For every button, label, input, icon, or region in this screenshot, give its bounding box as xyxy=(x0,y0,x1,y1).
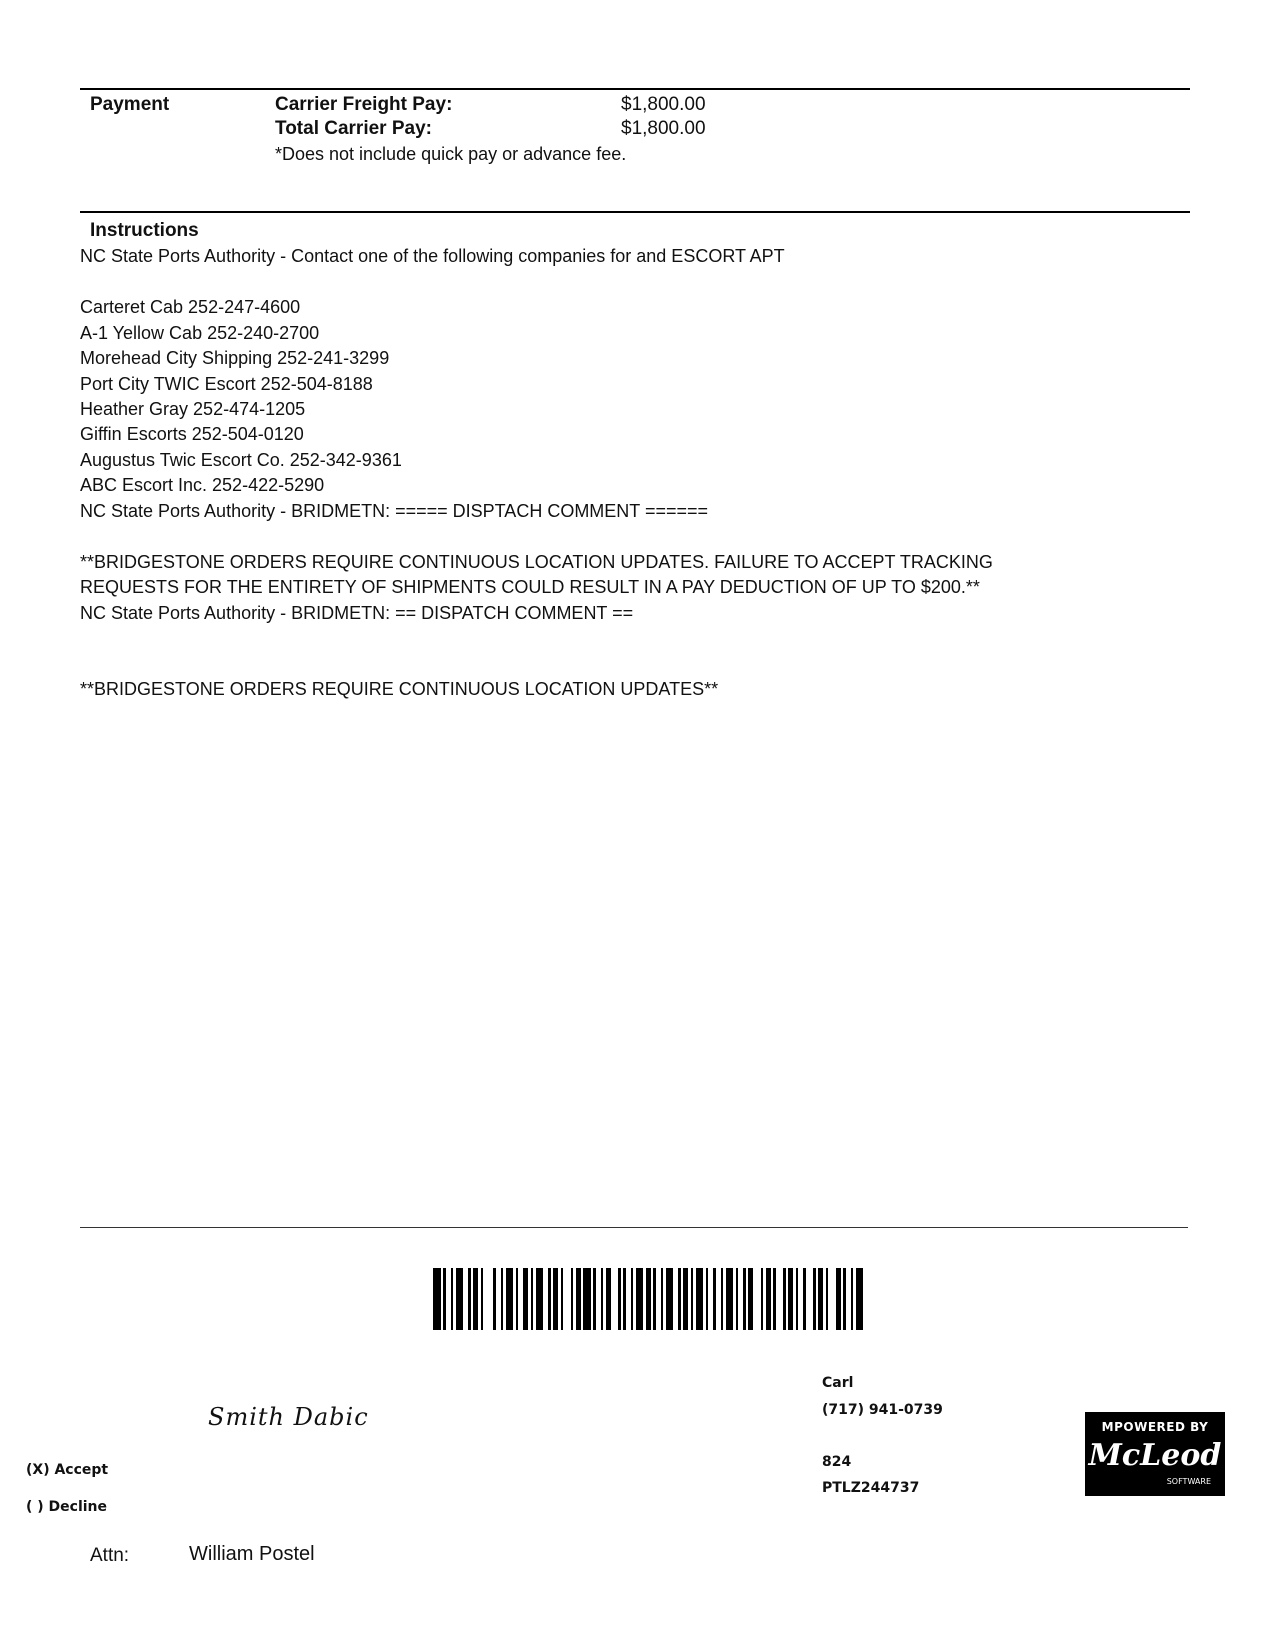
attn-label: Attn: xyxy=(90,1545,130,1566)
payment-note: *Does not include quick pay or advance fee. xyxy=(275,144,627,164)
barcode-bar xyxy=(611,1268,619,1330)
contact-name: Carl xyxy=(822,1375,854,1391)
barcode xyxy=(433,1268,866,1330)
barcode-bar xyxy=(563,1268,571,1330)
instruction-line: NC State Ports Authority - BRIDMETN: == DISPATCH COMMENT == xyxy=(80,603,634,623)
carrier-freight-pay-value: $1,800.00 xyxy=(621,94,706,115)
barcode-bar xyxy=(483,1268,493,1330)
barcode-bar xyxy=(696,1268,704,1330)
instruction-line: Giffin Escorts 252-504-0120 xyxy=(80,424,304,444)
barcode-bar xyxy=(583,1268,591,1330)
footer-rule xyxy=(80,1227,1188,1228)
carrier-freight-pay-label: Carrier Freight Pay: xyxy=(275,94,453,115)
mcleod-logo xyxy=(1085,1412,1225,1496)
instruction-line: Heather Gray 252-474-1205 xyxy=(80,399,306,419)
logo-brand: McLeod xyxy=(1088,1438,1222,1473)
instruction-line: REQUESTS FOR THE ENTIRETY OF SHIPMENTS COULD RESULT IN A PAY DEDUCTION OF UP TO $200.** xyxy=(80,577,980,597)
logo-top-text: MPOWERED BY xyxy=(1101,1420,1209,1434)
barcode-bar xyxy=(753,1268,761,1330)
instruction-line: Port City TWIC Escort 252-504-8188 xyxy=(80,374,373,394)
instruction-line: ABC Escort Inc. 252-422-5290 xyxy=(80,475,325,495)
instructions-heading: Instructions xyxy=(90,220,199,241)
decline-option[interactable]: ( ) Decline xyxy=(26,1499,108,1515)
barcode-bar xyxy=(666,1268,674,1330)
barcode-bar xyxy=(506,1268,514,1330)
contact-code: 824 xyxy=(822,1454,852,1470)
instruction-line: NC State Ports Authority - BRIDMETN: ===== DISPTACH COMMENT ====== xyxy=(80,501,709,521)
barcode-bar xyxy=(636,1268,644,1330)
barcode-bar xyxy=(828,1268,836,1330)
barcode-bar xyxy=(456,1268,464,1330)
barcode-bar xyxy=(433,1268,441,1330)
accept-option[interactable]: (X) Accept xyxy=(26,1462,109,1478)
instructions-rule xyxy=(80,211,1190,213)
total-carrier-pay-value: $1,800.00 xyxy=(621,118,706,139)
contact-phone: (717) 941-0739 xyxy=(822,1402,943,1418)
instruction-line: NC State Ports Authority - Contact one of the following companies for and ESCORT APT xyxy=(80,246,785,266)
signature-script: Smith Dabic xyxy=(208,1403,369,1431)
total-carrier-pay-label: Total Carrier Pay: xyxy=(275,118,432,139)
barcode-bar xyxy=(536,1268,544,1330)
instruction-line: Carteret Cab 252-247-4600 xyxy=(80,297,301,317)
payment-section-label: Payment xyxy=(90,94,170,115)
instruction-line: Morehead City Shipping 252-241-3299 xyxy=(80,348,390,368)
barcode-bar xyxy=(806,1268,814,1330)
barcode-bar xyxy=(776,1268,784,1330)
attn-name: William Postel xyxy=(189,1543,315,1565)
instruction-line: Augustus Twic Escort Co. 252-342-9361 xyxy=(80,450,402,470)
top-rule xyxy=(80,88,1190,90)
barcode-bar xyxy=(863,1268,866,1330)
instruction-line: **BRIDGESTONE ORDERS REQUIRE CONTINUOUS LOCATION UPDATES. FAILURE TO ACCEPT TRACKING xyxy=(80,552,993,572)
instruction-line: **BRIDGESTONE ORDERS REQUIRE CONTINUOUS LOCATION UPDATES** xyxy=(80,679,719,699)
instruction-line: A-1 Yellow Cab 252-240-2700 xyxy=(80,323,320,343)
barcode-bar xyxy=(726,1268,734,1330)
logo-sub: SOFTWARE xyxy=(1166,1477,1211,1486)
contact-reference: PTLZ244737 xyxy=(822,1480,920,1496)
barcode-bar xyxy=(856,1268,864,1330)
